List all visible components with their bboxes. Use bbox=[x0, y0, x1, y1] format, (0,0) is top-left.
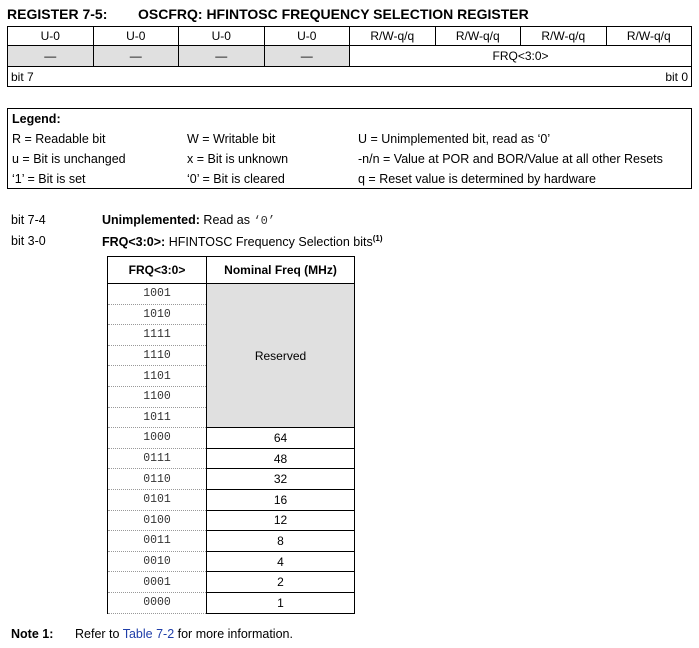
unimplemented-bit-cell: — bbox=[93, 46, 179, 67]
freq-value: 8 bbox=[207, 531, 355, 552]
reserved-cell: Reserved bbox=[207, 284, 355, 428]
frequency-table-header bbox=[108, 257, 355, 284]
freq-value: 2 bbox=[207, 572, 355, 593]
frq-code: 1011 bbox=[108, 407, 207, 428]
freq-value: 1 bbox=[207, 592, 355, 613]
table-7-2-link[interactable]: Table 7-2 bbox=[122, 627, 175, 641]
unimplemented-bit-cell: — bbox=[179, 46, 265, 67]
table-row bbox=[108, 448, 355, 469]
table-row bbox=[108, 428, 355, 449]
register-name: OSCFRQ: HFINTOSC FREQUENCY SELECTION REGISTER bbox=[138, 6, 529, 22]
column-header-frq: FRQ<3:0> bbox=[108, 257, 207, 284]
frq-code: 1110 bbox=[108, 345, 207, 366]
bit-7-4-value: ‘0’ bbox=[253, 214, 276, 228]
legend-item: u = Bit is unchanged bbox=[12, 152, 126, 166]
freq-value: 32 bbox=[207, 469, 355, 490]
legend-item: R = Readable bit bbox=[12, 132, 106, 146]
bit-7-4-label: bit 7-4 bbox=[11, 213, 46, 227]
legend-item: U = Unimplemented bit, read as ‘0’ bbox=[358, 132, 551, 146]
frq-field-cell: FRQ<3:0> bbox=[350, 46, 692, 67]
table-row bbox=[108, 284, 355, 305]
table-row bbox=[108, 469, 355, 490]
legend-item: ‘0’ = Bit is cleared bbox=[187, 172, 285, 186]
access-cell: R/W-q/q bbox=[606, 27, 692, 46]
bit-3-0-name: FRQ<3:0>: bbox=[102, 235, 166, 250]
legend-item: ‘1’ = Bit is set bbox=[12, 172, 86, 186]
bit-0-label: bit 0 bbox=[350, 67, 692, 87]
bit-7-label: bit 7 bbox=[8, 67, 350, 87]
bit-range-row bbox=[8, 67, 692, 87]
freq-value: 48 bbox=[207, 448, 355, 469]
legend-item: x = Bit is unknown bbox=[187, 152, 289, 166]
unimplemented-bit-cell: — bbox=[8, 46, 94, 67]
legend-box bbox=[7, 108, 692, 189]
frq-code: 0001 bbox=[108, 572, 207, 593]
frq-code: 0111 bbox=[108, 448, 207, 469]
field-row bbox=[8, 46, 692, 67]
note-prefix: Refer to bbox=[75, 627, 123, 641]
access-cell: U-0 bbox=[264, 27, 350, 46]
frq-code: 1101 bbox=[108, 366, 207, 387]
frq-code: 1100 bbox=[108, 386, 207, 407]
unimplemented-bit-cell: — bbox=[264, 46, 350, 67]
register-number: REGISTER 7-5: bbox=[7, 6, 108, 22]
freq-value: 4 bbox=[207, 551, 355, 572]
footnote bbox=[11, 627, 293, 641]
frq-code: 0100 bbox=[108, 510, 207, 531]
frq-code: 0011 bbox=[108, 531, 207, 552]
frq-code: 1001 bbox=[108, 284, 207, 305]
bit-7-4-text: Read as bbox=[199, 213, 254, 227]
legend-item: q = Reset value is determined by hardware bbox=[358, 172, 596, 186]
freq-value: 16 bbox=[207, 489, 355, 510]
footnote-ref: (1) bbox=[372, 234, 383, 243]
legend-heading: Legend: bbox=[12, 112, 61, 126]
access-cell: R/W-q/q bbox=[435, 27, 521, 46]
access-cell: U-0 bbox=[179, 27, 265, 46]
legend-item: -n/n = Value at POR and BOR/Value at all other Resets bbox=[358, 152, 663, 166]
freq-value: 64 bbox=[207, 428, 355, 449]
column-header-freq: Nominal Freq (MHz) bbox=[207, 257, 355, 284]
frq-code: 1000 bbox=[108, 428, 207, 449]
frq-code: 0010 bbox=[108, 551, 207, 572]
frq-code: 0000 bbox=[108, 592, 207, 613]
table-row bbox=[108, 531, 355, 552]
note-label: Note 1: bbox=[11, 627, 54, 641]
bit-7-4-name: Unimplemented: bbox=[102, 213, 200, 227]
table-row bbox=[108, 551, 355, 572]
access-cell: R/W-q/q bbox=[350, 27, 436, 46]
legend-item: W = Writable bit bbox=[187, 132, 276, 146]
frq-code: 1010 bbox=[108, 304, 207, 325]
register-title bbox=[7, 6, 529, 22]
access-cell: U-0 bbox=[8, 27, 94, 46]
table-row bbox=[108, 592, 355, 613]
freq-value: 12 bbox=[207, 510, 355, 531]
table-row bbox=[108, 572, 355, 593]
note-suffix: for more information. bbox=[174, 627, 293, 641]
access-cell: R/W-q/q bbox=[521, 27, 607, 46]
bit-7-4-description bbox=[102, 213, 275, 228]
frq-code: 0101 bbox=[108, 489, 207, 510]
access-row bbox=[8, 27, 692, 46]
frequency-table bbox=[107, 256, 355, 614]
register-bit-table bbox=[7, 26, 692, 87]
bit-3-0-text: HFINTOSC Frequency Selection bits bbox=[165, 235, 373, 250]
bit-3-0-description bbox=[102, 234, 382, 249]
table-row bbox=[108, 510, 355, 531]
bit-3-0-label: bit 3-0 bbox=[11, 234, 46, 248]
access-cell: U-0 bbox=[93, 27, 179, 46]
frq-code: 0110 bbox=[108, 469, 207, 490]
table-row bbox=[108, 489, 355, 510]
frq-code: 1111 bbox=[108, 325, 207, 346]
